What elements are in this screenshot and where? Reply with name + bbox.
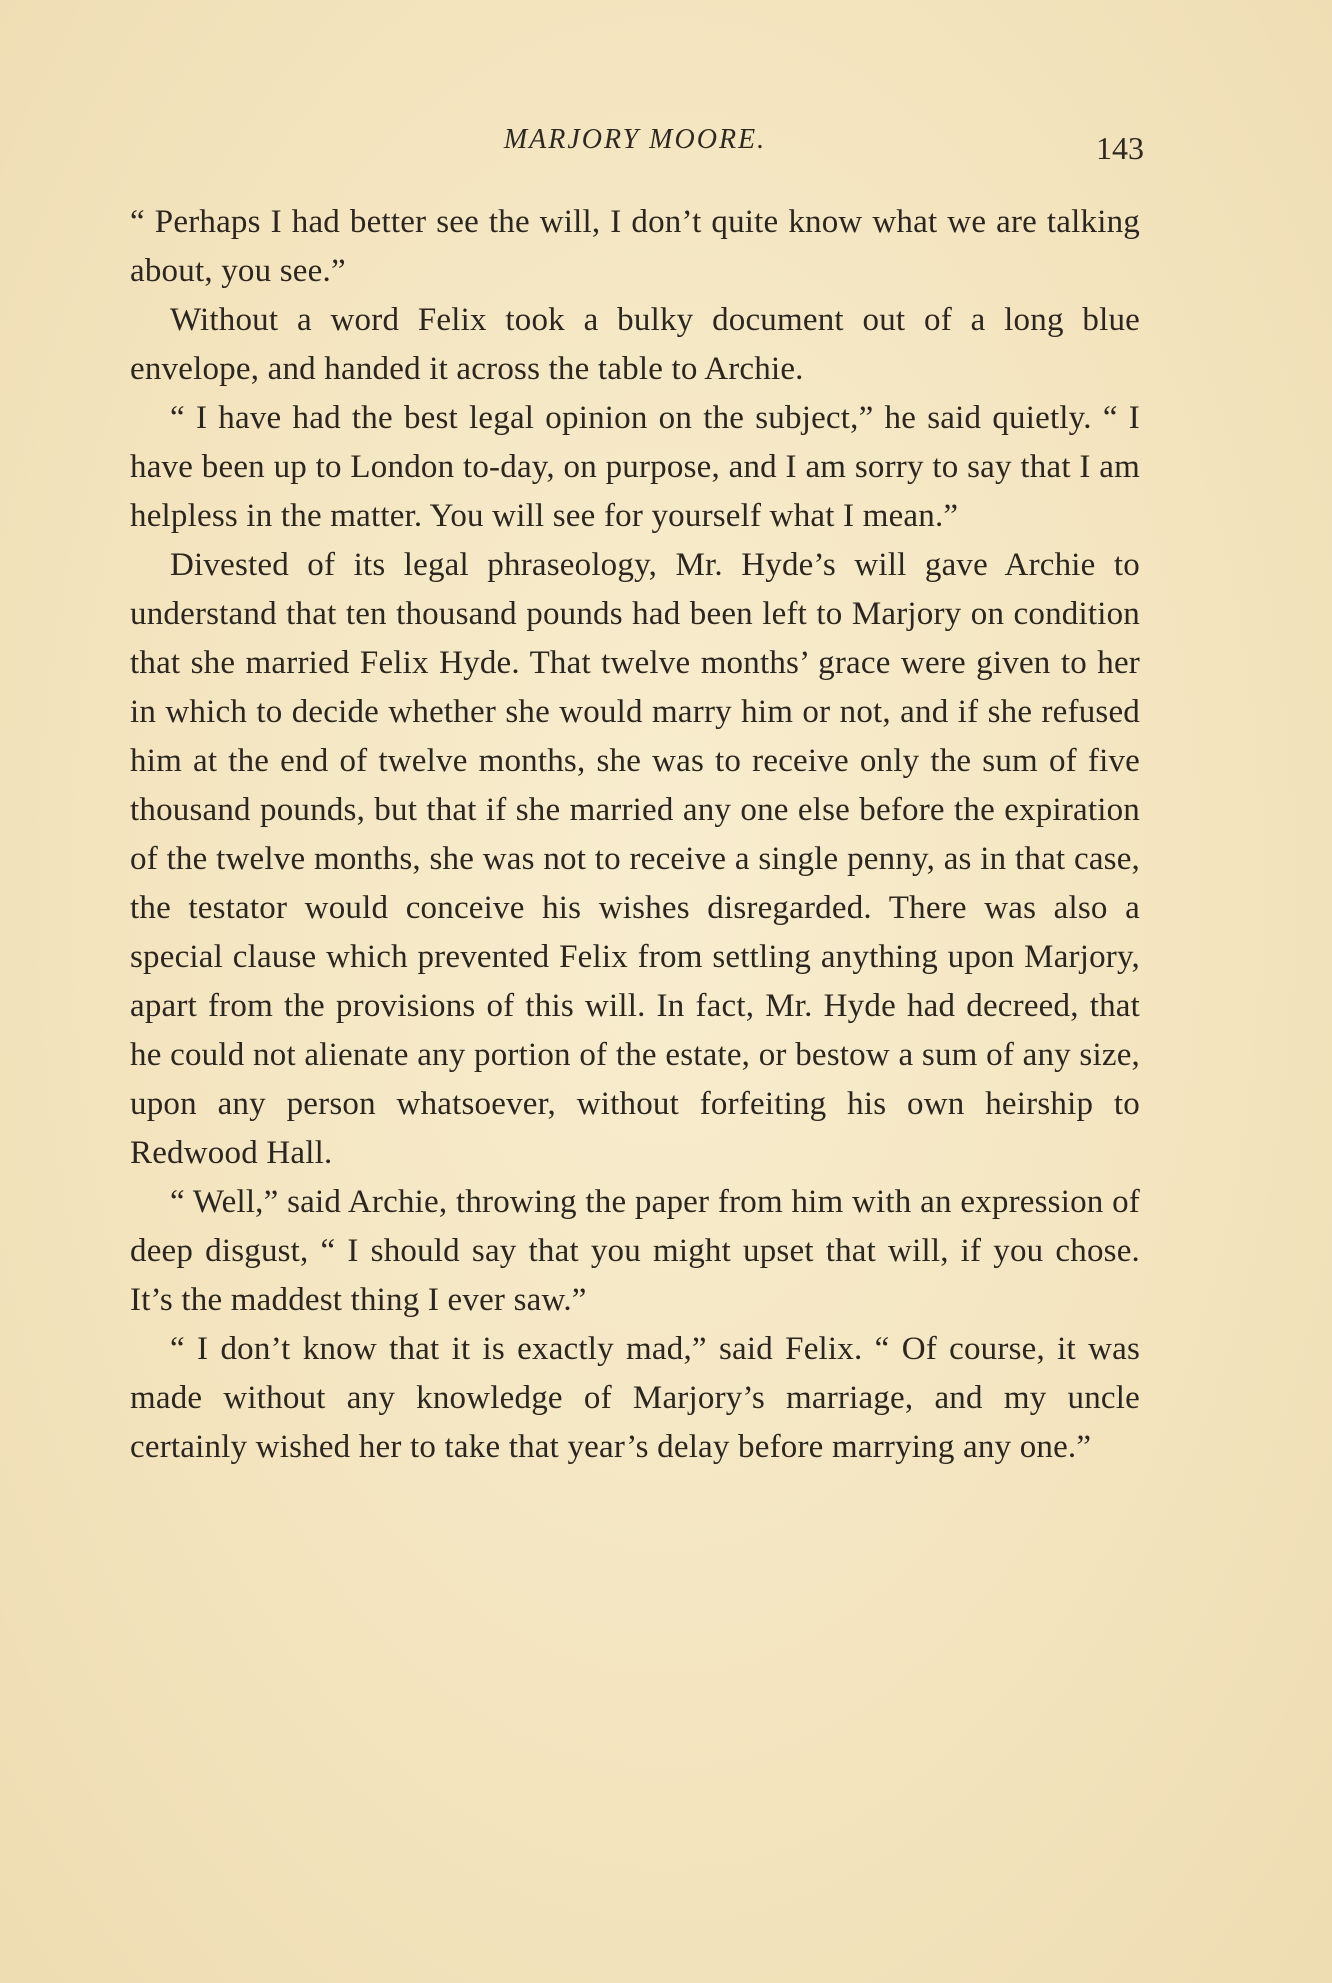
- page-number: 143: [1096, 130, 1144, 166]
- paragraph: “ I don’t know that it is exactly mad,” said Felix. “ Of course, it was made without any knowledge of Marjory’s marriage, and my uncle certainly wished her to take that year’s delay before marrying any one.”: [130, 1331, 1140, 1465]
- body-text: [130, 198, 1140, 1472]
- paragraph: “ Perhaps I had better see the will, I don’t quite know what we are talking about, you see.”: [130, 204, 1140, 289]
- paragraph: Without a word Felix took a bulky document out of a long blue envelope, and handed it across the table to Archie.: [130, 302, 1140, 387]
- running-head: [130, 118, 1144, 168]
- paragraph: Divested of its legal phraseology, Mr. Hyde’s will gave Archie to understand that ten thousand pounds had been left to Marjory on condition that she married Felix Hyde. That twelve months’ grace were given to her in which to decide whether she would marry him or not, and if she refused him at the end of twelve months, she was to receive only the sum of five thousand pounds, but that if she married any one else before the expiration of the twelve months, she was not to receive a single penny, as in that case, the testator would conceive his wishes disregarded. There was also a special clause which prevented Felix from settling anything upon Marjory, apart from the provisions of this will. In fact, Mr. Hyde had decreed, that he could not alienate any portion of the estate, or bestow a sum of any size, upon any person whatsoever, without forfeiting his own heirship to Redwood Hall.: [130, 547, 1140, 1171]
- paragraph: “ I have had the best legal opinion on the subject,” he said quietly. “ I have been up to London to-day, on purpose, and I am sorry to say that I am helpless in the matter. You will see for yourself what I mean.”: [130, 400, 1140, 534]
- running-title: MARJORY MOORE.: [503, 124, 767, 155]
- paragraph: “ Well,” said Archie, throwing the paper from him with an expression of deep disgust, “ I should say that you might upset that will, if you chose. It’s the maddest thing I ever saw.”: [130, 1184, 1140, 1318]
